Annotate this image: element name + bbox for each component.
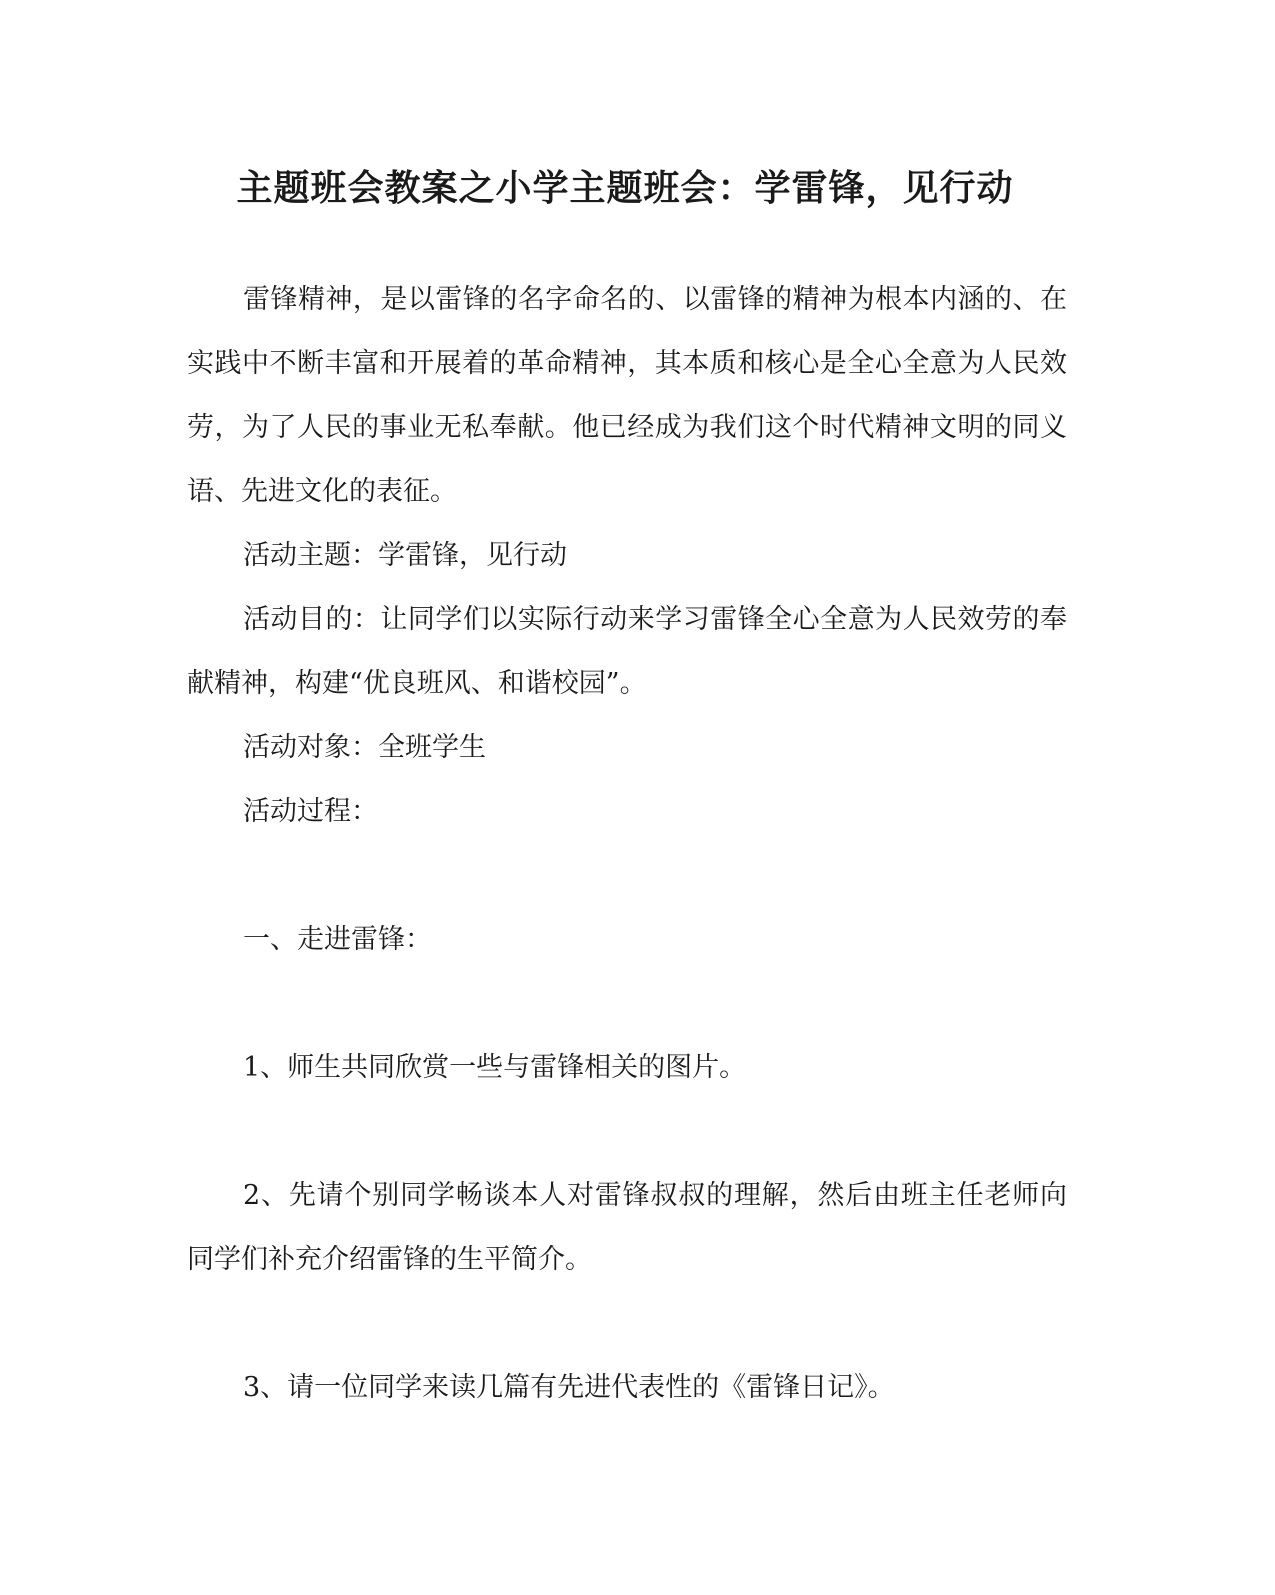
activity-process: 活动过程：	[243, 796, 378, 827]
step-1: 1、师生共同欣赏一些与雷锋相关的图片。	[243, 1052, 747, 1083]
activity-purpose: 活动目的：让同学们以实际行动来学习雷锋全心全意为人民效劳的奉献精神，构建“优良班风、和谐校园”。	[187, 604, 1067, 699]
step-2: 2、先请个别同学畅谈本人对雷锋叔叔的理解，然后由班主任老师向同学们补充介绍雷锋的生平简介。	[187, 1180, 1067, 1275]
step-3: 3、请一位同学来读几篇有先进代表性的《雷锋日记》。	[243, 1372, 895, 1403]
activity-theme: 活动主题：学雷锋，见行动	[243, 540, 567, 571]
document-title: 主题班会教案之小学主题班会：学雷锋，见行动	[236, 167, 1014, 209]
activity-target: 活动对象：全班学生	[243, 732, 486, 763]
intro-paragraph: 雷锋精神，是以雷锋的名字命名的、以雷锋的精神为根本内涵的、在实践中不断丰富和开展着的革命精神，其本质和核心是全心全意为人民效劳，为了人民的事业无私奉献。他已经成为我们这个时代精神文明的同义语、先进文化的表征。	[187, 284, 1067, 507]
section-heading-1: 一、走进雷锋：	[243, 924, 432, 955]
